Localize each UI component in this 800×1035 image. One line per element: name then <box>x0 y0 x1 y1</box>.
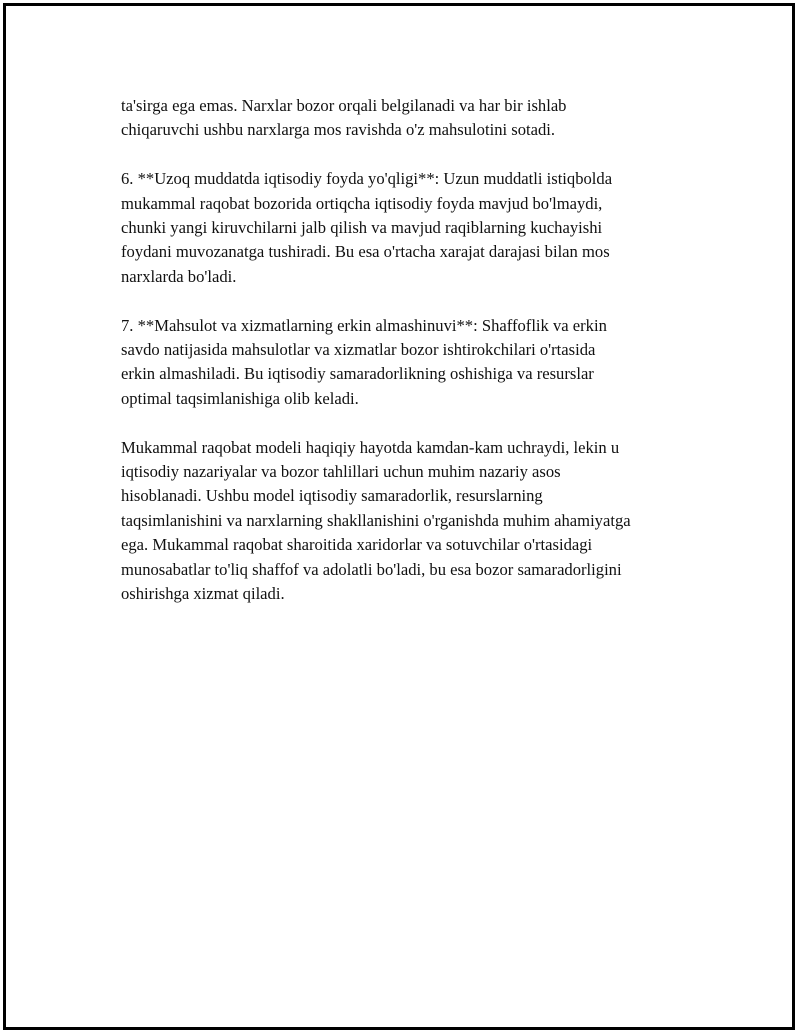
paragraph-item-7 <box>121 314 706 412</box>
text-line: munosabatlar to'liq shaffof va adolatli bo'ladi, bu esa bozor samaradorligini <box>121 559 622 579</box>
text-line: 7. **Mahsulot va xizmatlarning erkin almashinuvi**: Shaffoflik va erkin <box>121 315 607 335</box>
text-line: Mukammal raqobat modeli haqiqiy hayotda kamdan-kam uchraydi, lekin u <box>121 437 620 457</box>
page-frame <box>3 3 795 1030</box>
text-line: ta'sirga ega emas. Narxlar bozor orqali belgilanadi va har bir ishlab <box>121 96 567 115</box>
text-line: taqsimlanishini va narxlarning shakllanishini o'rganishda muhim ahamiyatga <box>121 510 631 530</box>
text-line: 6. **Uzoq muddatda iqtisodiy foyda yo'qligi**: Uzun muddatli istiqbolda <box>121 169 613 189</box>
text-line: mukammal raqobat bozorida ortiqcha iqtisodiy foyda mavjud bo'lmaydi, <box>121 193 603 213</box>
text-line: oshirishga xizmat qiladi. <box>121 584 285 604</box>
text-line: chunki yangi kiruvchilarni jalb qilish va mavjud raqiblarning kuchayishi <box>121 218 603 238</box>
paragraph-continuation <box>121 94 706 143</box>
text-line: savdo natijasida mahsulotlar va xizmatlar bozor ishtirokchilari o'rtasida <box>121 340 596 360</box>
document-body <box>121 94 706 631</box>
text-line: ega. Mukammal raqobat sharoitida xaridorlar va sotuvchilar o'rtasidagi <box>121 535 593 555</box>
paragraph-conclusion <box>121 436 706 607</box>
text-line: erkin almashiladi. Bu iqtisodiy samaradorlikning oshishiga va resurslar <box>121 364 594 384</box>
text-line: foydani muvozanatga tushiradi. Bu esa o'rtacha xarajat darajasi bilan mos <box>121 242 610 262</box>
text-line: narxlarda bo'ladi. <box>121 266 237 286</box>
paragraph-item-6 <box>121 167 706 289</box>
text-line: optimal taqsimlanishiga olib keladi. <box>121 388 359 408</box>
text-line: chiqaruvchi ushbu narxlarga mos ravishda o'z mahsulotini sotadi. <box>121 120 556 140</box>
text-line: hisoblanadi. Ushbu model iqtisodiy samaradorlik, resurslarning <box>121 486 543 506</box>
text-line: iqtisodiy nazariyalar va bozor tahlillari uchun muhim nazariy asos <box>121 462 561 482</box>
